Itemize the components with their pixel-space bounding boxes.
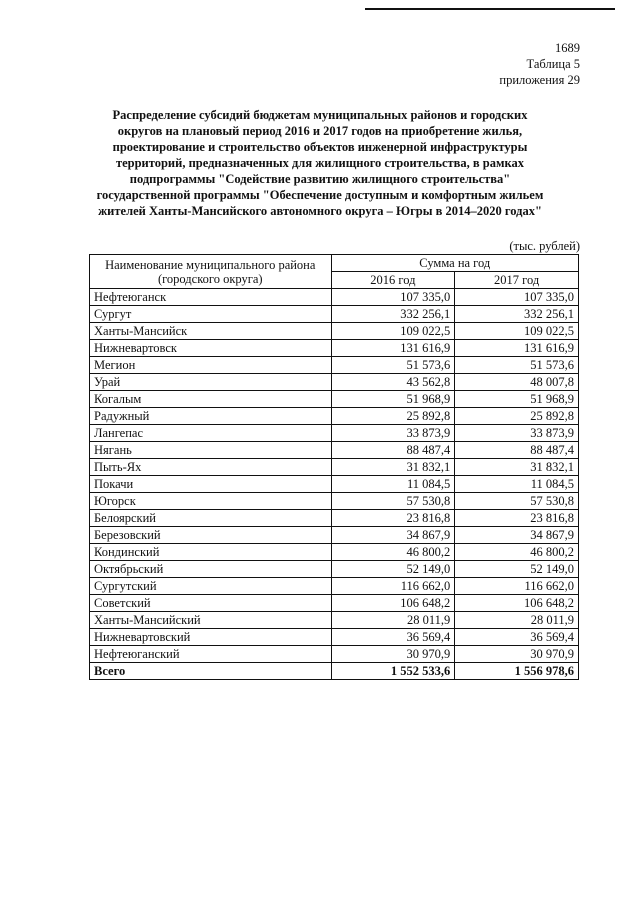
cell-2016: 1 552 533,6 — [331, 663, 455, 680]
title-line: подпрограммы "Содействие развитию жилищного строительства" — [129, 172, 511, 186]
cell-2017: 57 530,8 — [455, 493, 579, 510]
table-body — [90, 289, 579, 680]
table-row — [90, 391, 579, 408]
cell-name: Когалым — [90, 391, 332, 408]
cell-2017: 52 149,0 — [455, 561, 579, 578]
title-line: государственной программы "Обеспечение доступным и комфортным жильем — [96, 188, 544, 202]
table-row — [90, 306, 579, 323]
table-row — [90, 408, 579, 425]
table-row — [90, 561, 579, 578]
cell-name: Нижневартовск — [90, 340, 332, 357]
table-row — [90, 544, 579, 561]
table-row — [90, 493, 579, 510]
cell-2017: 107 335,0 — [455, 289, 579, 306]
table-row — [90, 510, 579, 527]
cell-2017: 34 867,9 — [455, 527, 579, 544]
cell-2016: 106 648,2 — [331, 595, 455, 612]
cell-name: Нижневартовский — [90, 629, 332, 646]
cell-2017: 31 832,1 — [455, 459, 579, 476]
cell-2016: 51 573,6 — [331, 357, 455, 374]
top-rule — [365, 8, 615, 10]
cell-name: Сургут — [90, 306, 332, 323]
cell-name: Радужный — [90, 408, 332, 425]
cell-name: Покачи — [90, 476, 332, 493]
cell-2016: 52 149,0 — [331, 561, 455, 578]
cell-name: Нефтеюганск — [90, 289, 332, 306]
cell-2016: 107 335,0 — [331, 289, 455, 306]
table-row — [90, 323, 579, 340]
table-row — [90, 476, 579, 493]
cell-name: Пыть-Ях — [90, 459, 332, 476]
cell-name: Урай — [90, 374, 332, 391]
page-number: 1689 — [555, 41, 580, 55]
cell-2016: 43 562,8 — [331, 374, 455, 391]
title-line: Распределение субсидий бюджетам муниципальных районов и городских — [112, 108, 528, 122]
cell-2017: 51 968,9 — [455, 391, 579, 408]
table-row — [90, 527, 579, 544]
cell-2016: 36 569,4 — [331, 629, 455, 646]
cell-2017: 131 616,9 — [455, 340, 579, 357]
cell-2016: 25 892,8 — [331, 408, 455, 425]
cell-name: Югорск — [90, 493, 332, 510]
cell-name: Мегион — [90, 357, 332, 374]
title-line: проектирование и строительство объектов инженерной инфраструктуры — [112, 140, 528, 154]
cell-name: Белоярский — [90, 510, 332, 527]
unit-note: (тыс. рублей) — [509, 239, 580, 253]
cell-2016: 109 022,5 — [331, 323, 455, 340]
cell-name: Сургутский — [90, 578, 332, 595]
page-header — [499, 40, 580, 88]
cell-name: Лангепас — [90, 425, 332, 442]
cell-2017: 11 084,5 — [455, 476, 579, 493]
cell-2016: 51 968,9 — [331, 391, 455, 408]
cell-2016: 30 970,9 — [331, 646, 455, 663]
cell-2016: 57 530,8 — [331, 493, 455, 510]
cell-2017: 332 256,1 — [455, 306, 579, 323]
table-row — [90, 612, 579, 629]
cell-2016: 131 616,9 — [331, 340, 455, 357]
table-row — [90, 459, 579, 476]
document-title — [70, 107, 570, 219]
table-row — [90, 629, 579, 646]
cell-2017: 106 648,2 — [455, 595, 579, 612]
cell-2016: 28 011,9 — [331, 612, 455, 629]
cell-2017: 23 816,8 — [455, 510, 579, 527]
table-row — [90, 595, 579, 612]
table-row — [90, 374, 579, 391]
cell-name: Ханты-Мансийск — [90, 323, 332, 340]
cell-name: Ханты-Мансийский — [90, 612, 332, 629]
table-row — [90, 442, 579, 459]
cell-name: Советский — [90, 595, 332, 612]
cell-2017: 28 011,9 — [455, 612, 579, 629]
title-line: территорий, предназначенных для жилищного строительства, в рамках — [115, 156, 525, 170]
cell-2016: 88 487,4 — [331, 442, 455, 459]
column-header-name: Наименование муниципального района (городского округа) — [90, 255, 332, 289]
cell-name: Кондинский — [90, 544, 332, 561]
cell-name: Всего — [90, 663, 332, 680]
cell-2016: 46 800,2 — [331, 544, 455, 561]
cell-2017: 51 573,6 — [455, 357, 579, 374]
cell-2016: 31 832,1 — [331, 459, 455, 476]
table-header-row — [90, 255, 579, 272]
cell-2016: 33 873,9 — [331, 425, 455, 442]
table-row — [90, 340, 579, 357]
cell-2016: 332 256,1 — [331, 306, 455, 323]
cell-2016: 11 084,5 — [331, 476, 455, 493]
cell-2017: 36 569,4 — [455, 629, 579, 646]
cell-name: Нягань — [90, 442, 332, 459]
cell-2017: 30 970,9 — [455, 646, 579, 663]
subsidy-table — [89, 254, 579, 680]
cell-2016: 116 662,0 — [331, 578, 455, 595]
cell-2017: 25 892,8 — [455, 408, 579, 425]
cell-2017: 1 556 978,6 — [455, 663, 579, 680]
cell-name: Нефтеюганский — [90, 646, 332, 663]
cell-2016: 34 867,9 — [331, 527, 455, 544]
cell-2016: 23 816,8 — [331, 510, 455, 527]
title-line: округов на плановый период 2016 и 2017 годов на приобретение жилья, — [117, 124, 523, 138]
column-header-2016: 2016 год — [331, 272, 455, 289]
column-header-sum: Сумма на год — [331, 255, 578, 272]
table-row — [90, 357, 579, 374]
appendix-label: приложения 29 — [499, 73, 580, 87]
cell-2017: 46 800,2 — [455, 544, 579, 561]
title-line: жителей Ханты-Мансийского автономного округа – Югры в 2014–2020 годах" — [98, 204, 542, 218]
cell-2017: 33 873,9 — [455, 425, 579, 442]
table-row — [90, 289, 579, 306]
table-row — [90, 646, 579, 663]
table-row — [90, 578, 579, 595]
column-header-2017: 2017 год — [455, 272, 579, 289]
table-row — [90, 425, 579, 442]
cell-name: Октябрьский — [90, 561, 332, 578]
table-total-row — [90, 663, 579, 680]
cell-2017: 48 007,8 — [455, 374, 579, 391]
table-label: Таблица 5 — [526, 57, 580, 71]
cell-2017: 109 022,5 — [455, 323, 579, 340]
cell-2017: 88 487,4 — [455, 442, 579, 459]
cell-2017: 116 662,0 — [455, 578, 579, 595]
cell-name: Березовский — [90, 527, 332, 544]
